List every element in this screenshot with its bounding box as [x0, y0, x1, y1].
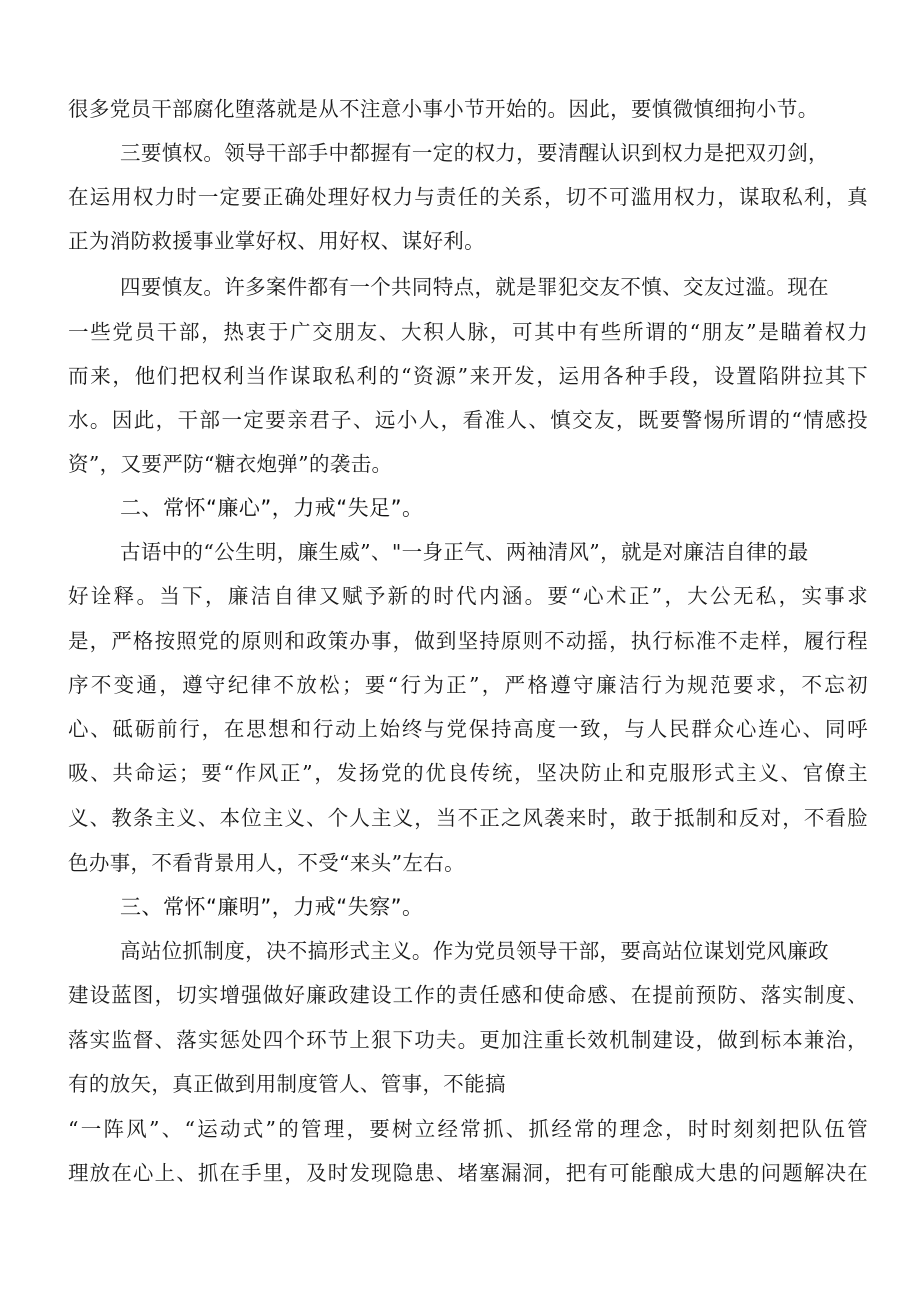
text-line: 心、砥砺前行，在思想和行动上始终与党保持高度一致，与人民群众心连心、同呼 — [68, 717, 868, 741]
text-line: 义、教条主义、本位主义、个人主义，当不正之风袭来时，敢于抵制和反对，不看脸 — [68, 806, 868, 830]
text-line: “一阵风”、“运动式”的管理，要树立经常抓、抓经常的理念，时时刻刻把队伍管 — [68, 1117, 868, 1141]
text-line: 序不变通，遵守纪律不放松；要“行为正”，严格遵守廉洁行为规范要求，不忘初 — [68, 673, 868, 697]
text-line: 在运用权力时一定要正确处理好权力与责任的关系，切不可滥用权力，谋取私利，真 — [68, 185, 868, 209]
section-heading: 三、常怀“廉明”，力戒“失察”。 — [120, 895, 424, 919]
section-heading: 二、常怀“廉心”，力戒“失足”。 — [120, 496, 424, 520]
text-line: 落实监督、落实惩处四个环节上狠下功夫。更加注重长效机制建设，做到标本兼治， — [68, 1028, 868, 1052]
text-line: 高站位抓制度，决不搞形式主义。作为党员领导干部，要高站位谋划党风廉政 — [120, 939, 829, 963]
text-line: 而来，他们把权利当作谋取私利的“资源”来开发，运用各种手段，设置陷阱拉其下 — [68, 364, 868, 388]
text-line: 是，严格按照党的原则和政策办事，做到坚持原则不动摇，执行标准不走样，履行程 — [68, 629, 868, 653]
text-line: 正为消防救援事业掌好权、用好权、谋好利。 — [68, 229, 485, 253]
text-line: 好诠释。当下，廉洁自律又赋予新的时代内涵。要“心术正”，大公无私，实事求 — [68, 584, 868, 608]
text-line: 色办事，不看背景用人，不受“来头”左右。 — [68, 851, 465, 875]
text-line: 一些党员干部，热衷于广交朋友、大积人脉，可其中有些所谓的“朋友”是瞄着权力 — [68, 320, 868, 344]
text-line: 四要慎友。许多案件都有一个共同特点，就是罪犯交友不慎、交友过滥。现在 — [120, 275, 829, 299]
text-line: 古语中的“公生明，廉生威”、"一身正气、两袖清风”，就是对廉洁自律的最 — [120, 540, 809, 564]
text-line: 建设蓝图，切实增强做好廉政建设工作的责任感和使命感、在提前预防、落实制度、 — [68, 983, 868, 1007]
text-line: 三要慎权。领导干部手中都握有一定的权力，要清醒认识到权力是把双刃剑， — [120, 141, 829, 165]
text-line: 水。因此，干部一定要亲君子、远小人，看准人、慎交友，既要警惕所谓的“情感投 — [68, 408, 868, 432]
text-line: 吸、共命运；要“作风正”，发扬党的优良传统，坚决防止和克服形式主义、官僚主 — [68, 761, 868, 785]
text-line: 很多党员干部腐化堕落就是从不注意小事小节开始的。因此，要慎微慎细拘小节。 — [68, 97, 819, 121]
text-line: 理放在心上、抓在手里，及时发现隐患、堵塞漏洞，把有可能酿成大患的问题解决在 — [68, 1161, 868, 1185]
text-line: 资”，又要严防“糖衣炮弹”的袭击。 — [68, 452, 393, 476]
text-line: 有的放矢，真正做到用制度管人、管事，不能搞 — [68, 1072, 506, 1096]
